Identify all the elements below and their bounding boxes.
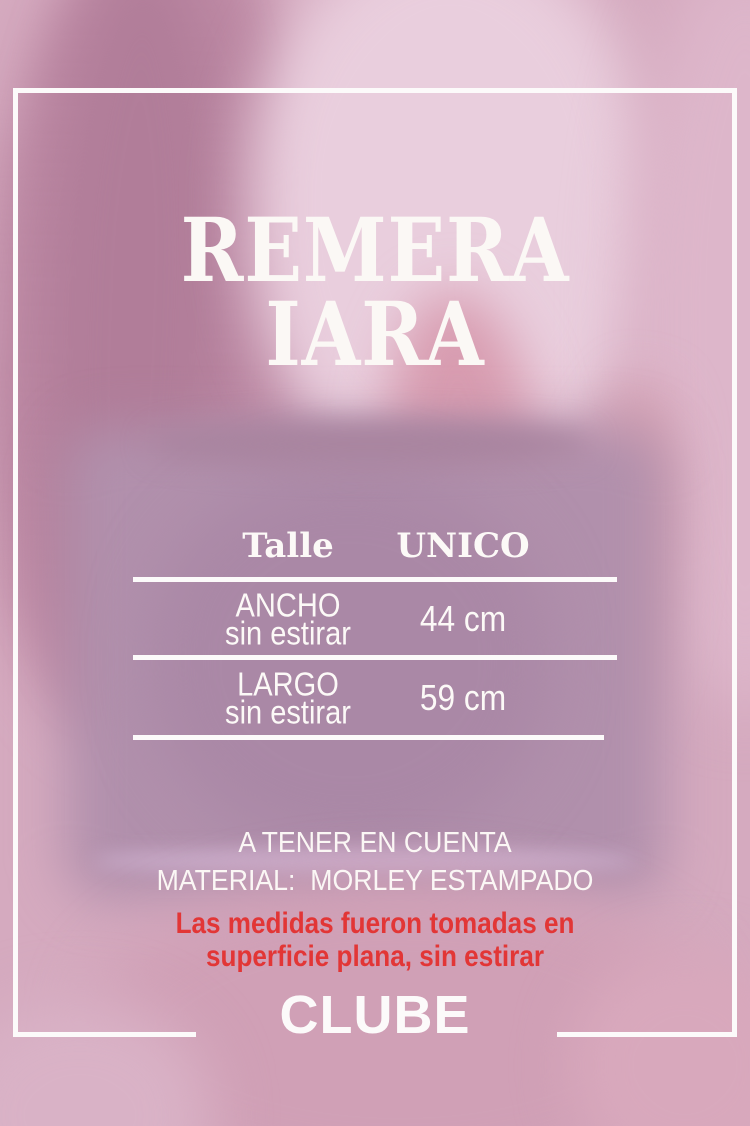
row-label: ANCHO — [235, 586, 341, 623]
row-value: 44 cm — [419, 597, 507, 639]
row-label: LARGO — [237, 665, 339, 702]
product-title — [53, 198, 698, 386]
divider-line — [133, 735, 604, 740]
material-line: MATERIAL: MORLEY ESTAMPADO — [156, 865, 594, 897]
title-line-1: REMERA — [180, 198, 570, 302]
row-value: 59 cm — [419, 676, 507, 718]
column-header-size: Talle — [242, 525, 334, 566]
row-condition: sin estirar — [225, 614, 351, 651]
size-table — [133, 518, 617, 740]
warning-line-2: superficie plana, sin estirar — [206, 940, 544, 973]
title-line-2: IARA — [265, 282, 485, 386]
notes-section — [0, 824, 750, 973]
warning-text — [49, 907, 702, 973]
warning-line-1: Las medidas fueron tomadas en — [175, 907, 575, 940]
row-condition: sin estirar — [225, 693, 351, 730]
table-row — [133, 582, 617, 655]
value-cell — [363, 677, 563, 719]
column-header-value: UNICO — [396, 525, 530, 566]
brand-logo: CLUBE — [279, 985, 471, 1045]
value-cell — [363, 598, 563, 640]
table-row — [133, 660, 617, 735]
notes-heading: A TENER EN CUENTA — [238, 827, 512, 859]
size-table-header — [133, 518, 617, 577]
